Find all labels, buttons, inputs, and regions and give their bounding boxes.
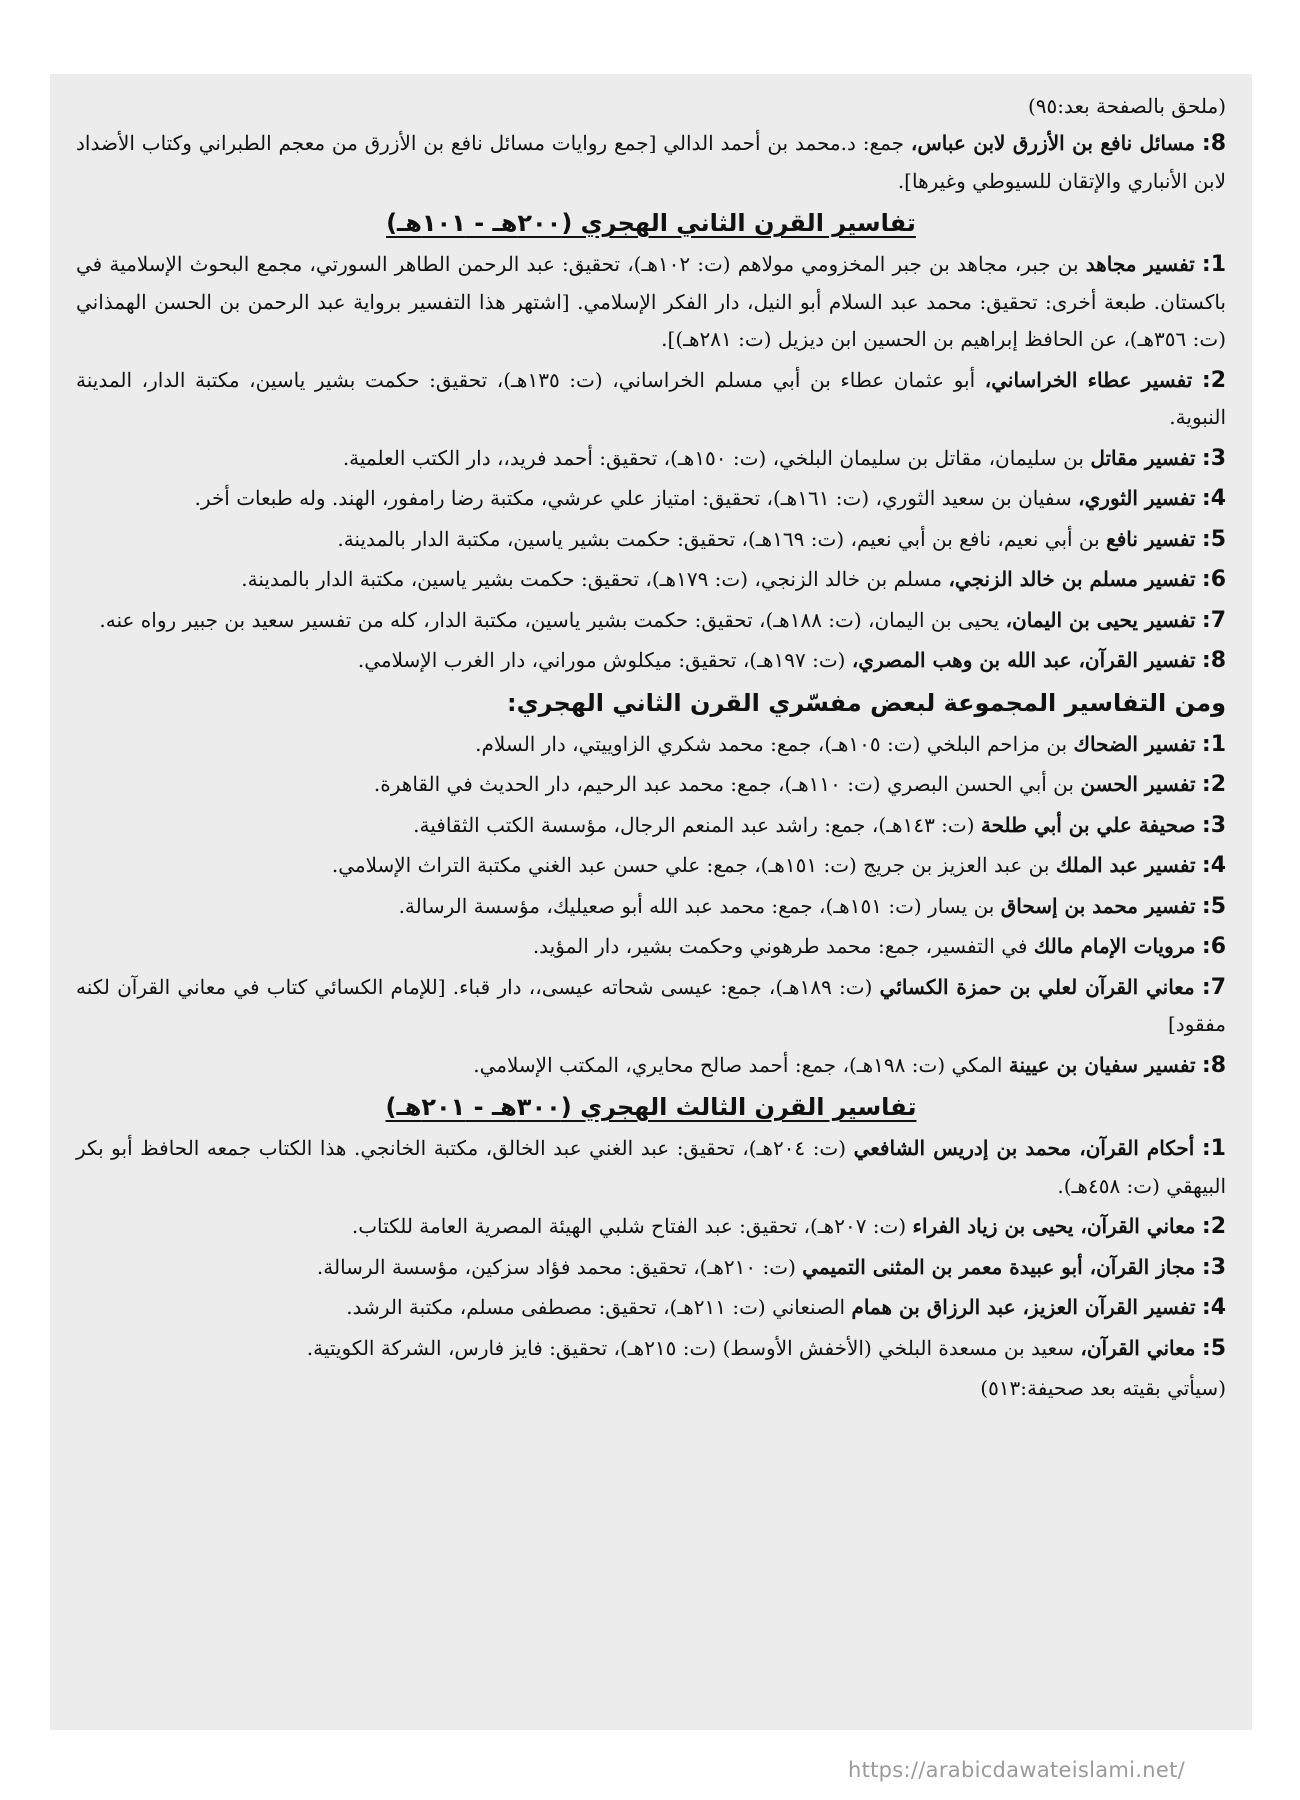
entry-details: في التفسير، جمع: محمد طرهوني وحكمت بشير، دار المؤيد.	[532, 934, 1034, 958]
list-item	[76, 969, 1226, 1044]
entry-title: معاني القرآن لعلي بن حمزة الكسائي	[879, 974, 1195, 999]
list-item	[76, 642, 1226, 680]
section-heading-collected: ومن التفاسير المجموعة لبعض مفسّري القرن الثاني الهجري:	[507, 688, 1226, 717]
watermark-url: https://arabicdawateislami.net/	[848, 1758, 1186, 1782]
entry-number: 1:	[1201, 731, 1226, 757]
list-item	[76, 766, 1226, 804]
page-panel	[50, 74, 1252, 1730]
list-item	[76, 1130, 1226, 1205]
entry-details: بن يسار (ت: ١٥١هـ)، جمع: محمد عبد الله أبو صعيليك، مؤسسة الرسالة.	[398, 893, 1001, 918]
entry-title: مجاز القرآن، أبو عبيدة معمر بن المثنى التميمي	[802, 1254, 1196, 1279]
entry-number: 2:	[1201, 1214, 1226, 1239]
entry-title: تفسير سفيان بن عيينة	[1008, 1052, 1196, 1077]
entry-number: 8:	[1201, 131, 1227, 156]
entry-title: تفسير عبد الملك	[1055, 853, 1196, 877]
entry-number: 3:	[1201, 445, 1226, 471]
entry-details: الصنعاني (ت: ٢١١هـ)، تحقيق: مصطفى مسلم، مكتبة الرشد.	[346, 1295, 852, 1319]
entry-number: 3:	[1201, 812, 1226, 838]
entry-details: بن عبد العزيز بن جريج (ت: ١٥١هـ)، جمع: علي حسن عبد الغني مكتبة التراث الإسلامي.	[331, 853, 1056, 877]
entry-details: بن سليمان، مقاتل بن سليمان البلخي، (ت: ١٥٠هـ)، تحقيق: أحمد فريد،، دار الكتب العلمية.	[342, 445, 1091, 470]
list-item	[76, 561, 1226, 599]
entry-title: تفسير نافع	[1106, 526, 1196, 551]
section-heading-2nd-century: تفاسير القرن الثاني الهجري (٢٠٠هـ - ١٠١هـ)	[386, 209, 916, 237]
entry-number: 1:	[1201, 1136, 1226, 1161]
entry-title: مسائل نافع بن الأزرق لابن عباس،	[910, 131, 1196, 155]
entry-details: بن أبي الحسن البصري (ت: ١١٠هـ)، جمع: محمد عبد الرحيم، دار الحديث في القاهرة.	[373, 772, 1081, 796]
list-item	[76, 1249, 1226, 1287]
entry-details: المكي (ت: ١٩٨هـ)، جمع: أحمد صالح محايري، المكتب الإسلامي.	[473, 1052, 1009, 1077]
entry-number: 1:	[1201, 252, 1227, 277]
entry-title: تفسير الضحاك	[1073, 731, 1196, 756]
entry-details: سعيد بن مسعدة البلخي (الأخفش الأوسط) (ت: ٢١٥هـ)، تحقيق: فايز فارس، الشركة الكويتية.	[306, 1335, 1081, 1360]
entry-number: 4:	[1201, 486, 1226, 511]
entry-number: 5:	[1201, 526, 1226, 552]
entry-details: أبو عثمان عطاء بن أبي مسلم الخراساني، (ت: ١٣٥هـ)، تحقيق: حكمت بشير ياسين، مكتبة الدار، المدينة النبوية.	[76, 367, 1226, 429]
list-item	[76, 521, 1226, 559]
list-item	[76, 847, 1226, 885]
entry-details: مسلم بن خالد الزنجي، (ت: ١٧٩هـ)، تحقيق: حكمت بشير ياسين، مكتبة الدار بالمدينة.	[241, 567, 949, 591]
list-item	[76, 726, 1226, 764]
entry-details: بن مزاحم البلخي (ت: ١٠٥هـ)، جمع: محمد شكري الزاوييتي، دار السلام.	[475, 731, 1074, 756]
entry-title: معاني القرآن،	[1080, 1335, 1196, 1360]
entry-title: تفسير مقاتل	[1090, 445, 1196, 470]
entry-title: تفسير مجاهد	[1085, 252, 1195, 276]
entry-details: (ت: ١٩٧هـ)، تحقيق: ميكلوش موراني، دار الغرب الإسلامي.	[357, 648, 852, 672]
entry-number: 4:	[1201, 853, 1226, 878]
entry-number: 7:	[1201, 974, 1227, 1000]
list-item	[76, 246, 1226, 359]
entry-details: (ت: ١٨٩هـ)، جمع: عيسى شحاته عيسى،، دار قباء. [للإمام الكسائي كتاب في معاني القرآن لكنه مفقود]	[76, 974, 1226, 1036]
list-item	[76, 807, 1226, 845]
entry-number: 5:	[1201, 1335, 1226, 1361]
entry-details: سفيان بن سعيد الثوري، (ت: ١٦١هـ)، تحقيق: امتياز علي عرشي، مكتبة رضا رامفور، الهند. وله طبعات أخر.	[194, 486, 1079, 510]
entry-number: 2:	[1201, 772, 1226, 797]
entry-title: تفسير محمد بن إسحاق	[1000, 893, 1196, 918]
entry-title: تفسير القرآن العزيز، عبد الرزاق بن همام	[851, 1295, 1196, 1319]
entry-details: بن أبي نعيم، نافع بن أبي نعيم، (ت: ١٦٩هـ)، تحقيق: حكمت بشير ياسين، مكتبة الدار بالمدينة.	[337, 526, 1107, 551]
entry-details: (ت: ٢٠٧هـ)، تحقيق: عبد الفتاح شلبي الهيئة المصرية العامة للكتاب.	[351, 1214, 913, 1238]
list-item	[76, 440, 1226, 478]
entry-number: 6:	[1201, 567, 1226, 592]
entry-number: 3:	[1201, 1254, 1226, 1280]
entry-number: 8:	[1201, 1052, 1226, 1078]
entry-title: مرويات الإمام مالك	[1033, 934, 1196, 958]
list-item	[76, 1330, 1226, 1368]
entry-title: تفسير مسلم بن خالد الزنجي،	[948, 567, 1196, 591]
list-item	[76, 888, 1226, 926]
entry-details: (ت: ٢١٠هـ)، تحقيق: محمد فؤاد سزكين، مؤسسة الرسالة.	[316, 1254, 803, 1279]
entry-title: أحكام القرآن، محمد بن إدريس الشافعي	[853, 1136, 1195, 1160]
entry-number: 8:	[1201, 648, 1226, 673]
entry-number: 5:	[1201, 893, 1226, 919]
entry-details: يحيى بن اليمان، (ت: ١٨٨هـ)، تحقيق: حكمت بشير ياسين، مكتبة الدار، كله من تفسير سعيد بن جبير رواه عنه.	[99, 607, 1006, 632]
list-item	[76, 1289, 1226, 1327]
entry-title: صحيفة علي بن أبي طلحة	[980, 812, 1196, 837]
list-item	[76, 1208, 1226, 1246]
entry-title: تفسير يحيى بن اليمان،	[1005, 607, 1196, 632]
entry-title: تفسير الحسن	[1080, 772, 1196, 796]
list-item	[76, 480, 1226, 518]
list-item	[76, 928, 1226, 966]
entry-details: (ت: ١٤٣هـ)، جمع: راشد عبد المنعم الرجال، مؤسسة الكتب الثقافية.	[413, 812, 981, 837]
entry-details: (ت: ٢٠٤هـ)، تحقيق: عبد الغني عبد الخالق، مكتبة الخانجي. هذا الكتاب جمعه الحافظ أبو بكر البيهقي (ت: ٤٥٨هـ).	[76, 1136, 1226, 1198]
entry-number: 2:	[1201, 367, 1226, 393]
entry-title: تفسير القرآن، عبد الله بن وهب المصري،	[851, 648, 1196, 672]
list-item	[76, 1047, 1226, 1085]
entry-details: بن جبر، مجاهد بن جبر المخزومي مولاهم (ت: ١٠٢هـ)، تحقيق: عبد الرحمن الطاهر السورتي، مجمع البحوث الإسلامية في باكستان. طبعة أخرى: تحقيق: محمد عبد السلام أبو النيل، دار الفكر الإسلامي. [اشتهر هذا التفسير برواية عبد الرحمن بن الحسن الهمذاني (ت: ٣٥٦هـ)، عن الحافظ إبراهيم بن الحسين ابن ديزيل (ت: ٢٨١هـ)].	[76, 252, 1226, 351]
entry-number: 4:	[1201, 1295, 1226, 1320]
section-heading-3rd-century: تفاسير القرن الثالث الهجري (٣٠٠هـ - ٢٠١هـ)	[385, 1093, 917, 1121]
entry-number: 7:	[1201, 607, 1226, 633]
entry-details: جمع: د.محمد بن أحمد الدالي [جمع روايات مسائل نافع بن الأزرق من معجم الطبراني وكتاب الأضداد لابن الأنباري والإتقان للسيوطي وغيرها].	[76, 131, 1226, 193]
annex-note: (ملحق بالصفحة بعد:٩٥)	[1027, 94, 1226, 118]
entry-title: تفسير الثوري،	[1078, 486, 1196, 510]
entry-title: تفسير عطاء الخراساني،	[984, 367, 1193, 392]
entry-number: 6:	[1201, 934, 1226, 959]
list-item	[76, 602, 1226, 640]
entry-title: معاني القرآن، يحيى بن زياد الفراء	[912, 1214, 1196, 1238]
annex-entry	[76, 125, 1226, 200]
continued-note: (سيأتي بقيته بعد صحيفة:٥١٣)	[980, 1376, 1226, 1400]
list-item	[76, 362, 1226, 437]
